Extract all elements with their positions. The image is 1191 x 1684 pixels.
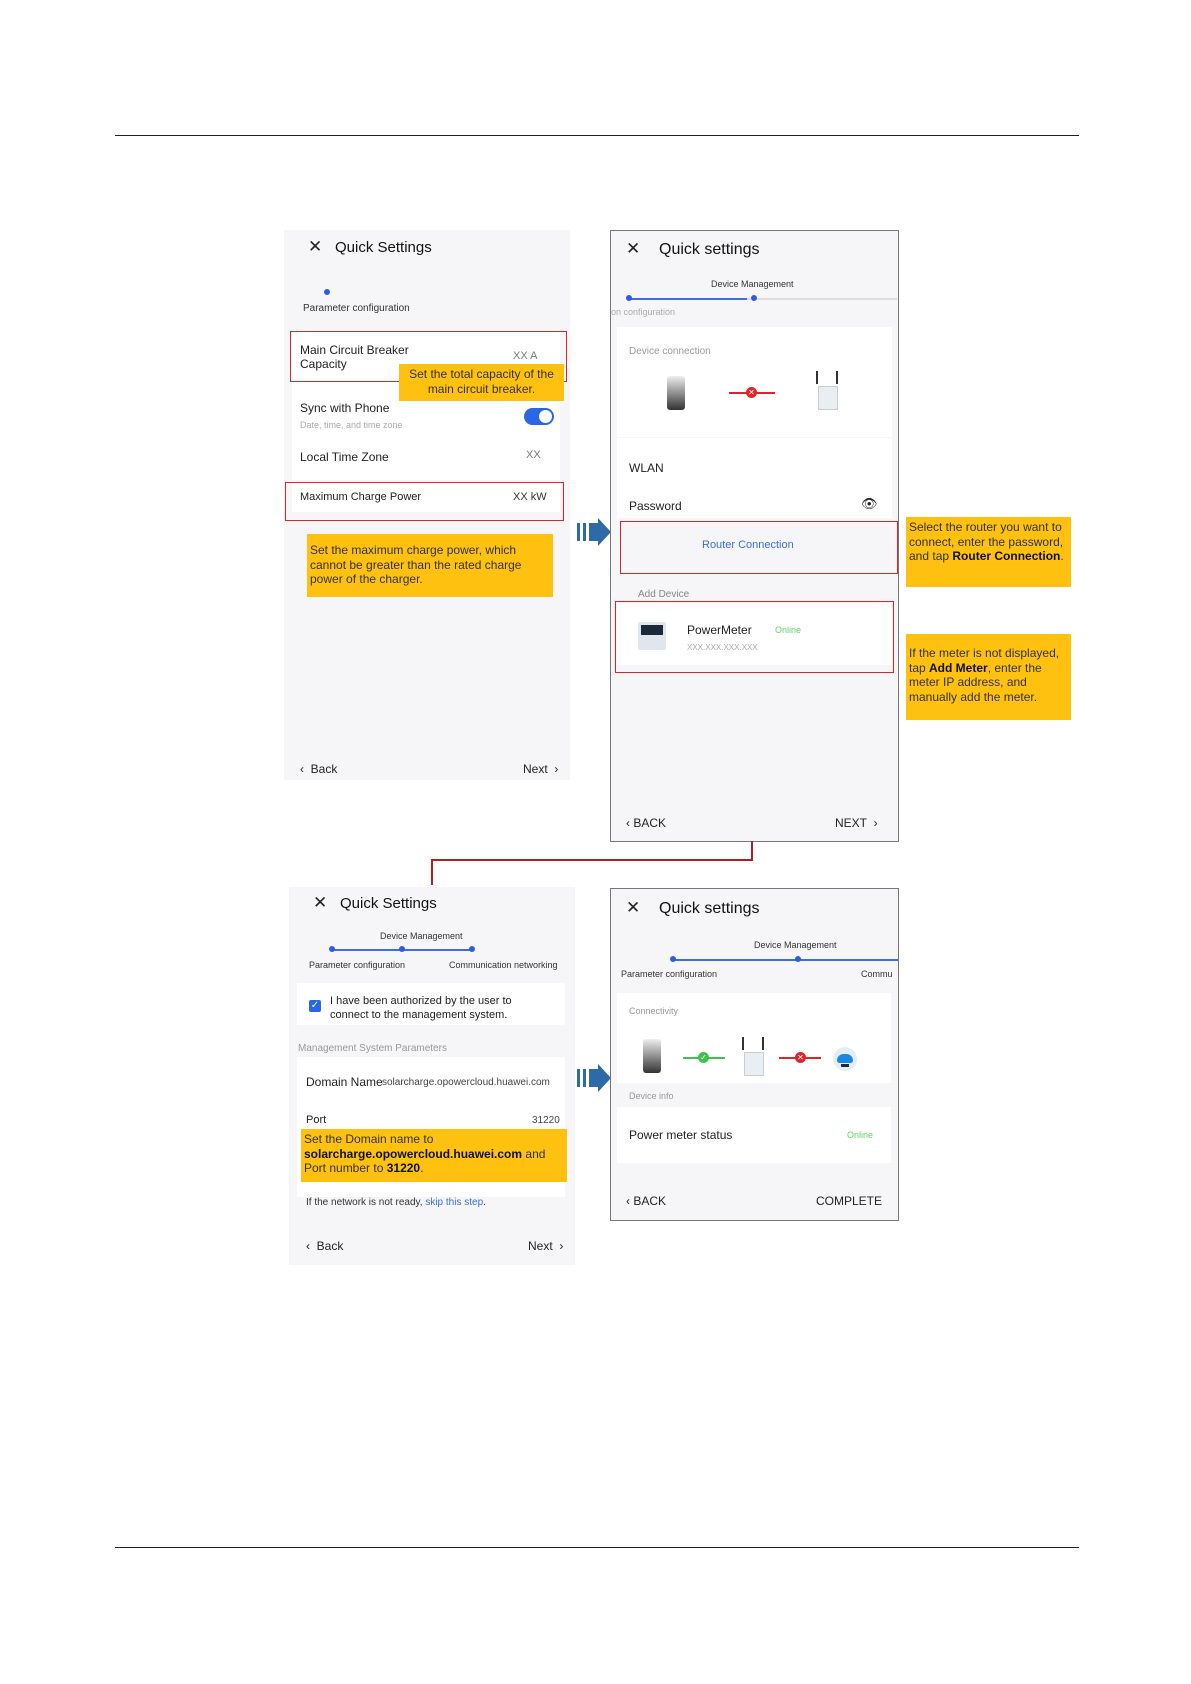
- timezone-value[interactable]: XX: [526, 449, 541, 461]
- note-meter-end: , enter the meter IP address, and manually add the meter.: [909, 660, 1042, 704]
- progress-dot-1: [329, 946, 335, 952]
- step-left-label: Parameter configuration: [309, 960, 406, 970]
- note-domain-text: Set the Domain name to: [304, 1132, 434, 1146]
- skip-prefix: If the network is not ready,: [306, 1197, 426, 1208]
- note-router-end: .: [1060, 549, 1064, 563]
- progress-dot-2: [795, 956, 801, 962]
- header-rule: [115, 135, 1079, 136]
- progress-dot-1: [670, 956, 676, 962]
- mcp-value[interactable]: XX kW: [513, 491, 547, 503]
- connection-label: Device connection: [629, 346, 711, 357]
- page-title: Quick Settings: [340, 895, 437, 912]
- page-title: Quick settings: [659, 241, 760, 258]
- sync-sublabel: Date, time, and time zone: [300, 420, 403, 430]
- meter-ip: XXX.XXX.XXX.XXX: [687, 643, 758, 652]
- sync-toggle[interactable]: [524, 408, 554, 425]
- back-button[interactable]: ‹ Back: [306, 1239, 344, 1253]
- note-mcb: [399, 364, 564, 401]
- cloud-icon: [833, 1047, 857, 1071]
- highlight-mcp: [285, 482, 564, 521]
- note-mcb-text: Set the total capacity of the main circuit breaker.: [409, 367, 554, 396]
- mcb-value[interactable]: XX A: [513, 350, 538, 362]
- step-left-label: Parameter configuration: [621, 969, 718, 979]
- section-label: Management System Parameters: [298, 1043, 447, 1054]
- next-label: NEXT: [835, 816, 868, 830]
- back-button[interactable]: ‹ BACK: [626, 1194, 667, 1208]
- step-top-label: Device Management: [380, 931, 463, 941]
- back-label: Back: [316, 1239, 344, 1253]
- port-label: Port: [306, 1114, 327, 1126]
- page-title: Quick Settings: [335, 239, 432, 256]
- next-label: Next: [528, 1239, 553, 1253]
- arrow-right-icon: [576, 518, 612, 546]
- back-label: BACK: [633, 816, 667, 830]
- back-button[interactable]: ‹ Back: [300, 762, 338, 776]
- mcb-label: Main Circuit Breaker: [300, 343, 409, 357]
- note-mcp: [307, 534, 553, 597]
- page-title: Quick settings: [659, 900, 760, 917]
- router-icon: [742, 1037, 764, 1075]
- note-mcp-text: Set the maximum charge power, which cannot be greater than the rated charge power of the charger.: [310, 543, 522, 586]
- connection-card: [617, 327, 892, 437]
- skip-text: [306, 1197, 486, 1208]
- mcb-label-2: Capacity: [300, 357, 347, 371]
- phone-communication-networking: [289, 887, 575, 1265]
- progress-line: [629, 298, 747, 300]
- progress-dot-3: [469, 946, 475, 952]
- meter-status-value: Online: [847, 1130, 874, 1140]
- note-domain-end: .: [420, 1161, 424, 1175]
- back-label: Back: [310, 762, 338, 776]
- progress-line-rest: [747, 298, 897, 300]
- sync-label: Sync with Phone: [300, 401, 390, 415]
- note-domain-text-2: and Port number to: [304, 1146, 546, 1175]
- router-icon: [816, 371, 838, 409]
- auth-checkbox[interactable]: ✓: [310, 1000, 320, 1011]
- step-label: Parameter configuration: [303, 303, 410, 314]
- step-top-label: Device Management: [711, 279, 794, 289]
- back-label: BACK: [633, 1194, 667, 1208]
- phone-connectivity-status: [610, 888, 899, 1221]
- charger-icon: [667, 376, 685, 410]
- charger-icon: [643, 1039, 661, 1073]
- error-icon: ✕: [795, 1052, 806, 1063]
- flow-connector: [431, 859, 753, 861]
- next-button[interactable]: NEXT ›: [835, 816, 878, 830]
- note-router-bold: Router Connection: [952, 549, 1061, 563]
- mcp-label: Maximum Charge Power: [300, 491, 422, 503]
- flow-connector: [751, 841, 753, 859]
- close-icon[interactable]: ✕: [626, 898, 641, 917]
- meter-status-label: Power meter status: [629, 1128, 733, 1142]
- step-top-label: Device Management: [754, 940, 837, 950]
- close-icon[interactable]: ✕: [626, 239, 641, 258]
- step-right-label: Communication networking: [449, 960, 558, 970]
- meter-name: PowerMeter: [687, 623, 752, 637]
- router-connection-button[interactable]: Router Connection: [702, 539, 794, 551]
- step-left-label: on configuration: [611, 307, 676, 317]
- back-button[interactable]: ‹ BACK: [626, 816, 667, 830]
- add-device-label[interactable]: Add Device: [638, 589, 690, 600]
- next-button[interactable]: Next ›: [528, 1239, 564, 1253]
- connectivity-label: Connectivity: [629, 1006, 679, 1016]
- domain-value[interactable]: solarcharge.opowercloud.huawei.com: [382, 1077, 550, 1088]
- progress-dot-2: [751, 295, 757, 301]
- progress-dot-2: [399, 946, 405, 952]
- domain-label: Domain Name: [306, 1075, 383, 1089]
- complete-button[interactable]: COMPLETE: [816, 1194, 883, 1208]
- close-icon[interactable]: ✕: [308, 237, 323, 256]
- note-domain: [301, 1129, 567, 1182]
- wlan-label[interactable]: WLAN: [629, 461, 664, 475]
- footer-rule: [115, 1547, 1079, 1548]
- port-value[interactable]: 31220: [532, 1115, 560, 1126]
- note-meter: [906, 634, 1071, 720]
- progress-dot: [324, 289, 330, 295]
- close-icon[interactable]: ✕: [313, 893, 328, 912]
- progress-dot-1: [626, 295, 632, 301]
- note-router: [906, 517, 1071, 587]
- note-router-text: Select the router you want to connect, enter the password, and tap: [909, 520, 1064, 563]
- auth-text: I have been authorized by the user to connect to the management system.: [330, 995, 512, 1021]
- note-meter-text: If the meter is not displayed, tap: [909, 646, 1060, 675]
- highlight-router-connection: [620, 521, 898, 574]
- step-right-label: Commu: [861, 969, 893, 979]
- skip-suffix: .: [483, 1197, 486, 1208]
- next-label: Next: [523, 762, 548, 776]
- progress-line: [673, 959, 898, 961]
- highlight-power-meter: [615, 601, 894, 673]
- note-meter-bold: Add Meter: [929, 660, 988, 675]
- note-domain-bold: solarcharge.opowercloud.huawei.com: [304, 1146, 523, 1161]
- timezone-label: Local Time Zone: [300, 450, 389, 464]
- error-icon: ✕: [746, 387, 757, 398]
- note-port-bold: 31220: [386, 1161, 421, 1175]
- next-button[interactable]: Next ›: [523, 762, 559, 776]
- password-label: Password: [629, 499, 682, 513]
- arrow-right-icon: [576, 1064, 612, 1092]
- flow-connector: [431, 859, 433, 885]
- meter-status-badge: Online: [775, 625, 802, 635]
- device-info-label: Device info: [629, 1091, 674, 1101]
- eye-off-icon[interactable]: 👁: [861, 496, 878, 511]
- skip-link[interactable]: skip this step: [425, 1197, 484, 1208]
- check-icon: ✓: [698, 1052, 709, 1063]
